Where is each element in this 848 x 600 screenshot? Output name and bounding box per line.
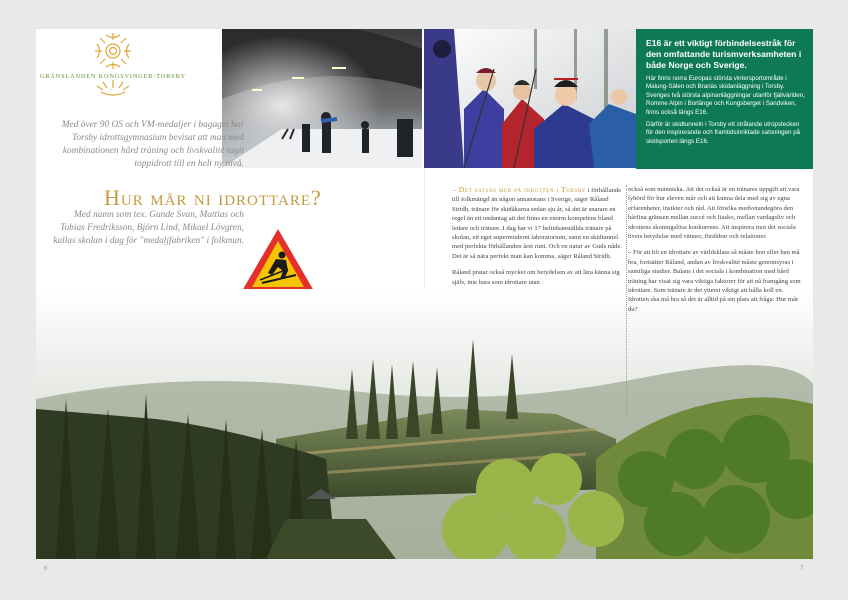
article-paragraph: – För att bli en idrottare av världsklass så måste hon eller han må bra, fortsätter Råland, andan av livskvalité måste genomsyras i samtliga studier. Balans i det sociala i kombination med hård träning har visat sig vara viktiga faktorer för att nå framgång som idrottare. Som tränare är det ytterst viktigt att hålla koll en. Idrotten ska må bra så det är alltid på sin plats att fråga: Hur mår du?	[628, 249, 801, 313]
article-paragraph	[452, 185, 626, 261]
info-box-title: E16 är ett viktigt förbindelsestråk för den omfattande turismverksamheten i både Norge och Sverige.	[646, 38, 802, 70]
sun-logo-lower-icon	[93, 80, 133, 98]
ski-tunnel-photo	[222, 29, 422, 168]
info-box-e16	[636, 29, 813, 169]
logo-name: GRÄNSLÄNDEN KONGSVINGER-TORSBY	[39, 73, 186, 80]
forest-landscape-photo	[36, 289, 813, 559]
brand-logo	[38, 31, 188, 98]
article-headline: Hur mår ni idrottare?	[104, 185, 322, 210]
sun-logo-icon	[93, 31, 133, 71]
page-number-right: 7	[800, 566, 804, 572]
info-box-paragraph: Här finns norra Europas största vintersportområde i Malung-Sälen och Branäs skidanläggning i Torsby. Sveriges två största alpinanläggningar utanför fjällvärlden, Romme Alpin i Borlänge och Kungsberget i Sandviken, finns också längs E16.	[646, 75, 805, 116]
article-column-1	[452, 185, 626, 294]
article-column-2	[628, 185, 802, 321]
info-box-paragraph: Därför är skidtunneln i Torsby ett strålande utropstecken för den inspirerande och framtidsinriktade satsningen på skidsporten längs E16.	[646, 121, 801, 145]
article-paragraph: Råland pratar också mycket om betydelsen av att lära känna sig själv, inte bara som idrottare utan	[452, 269, 620, 286]
article-paragraph-text: i förhållande till folkmängd än någon annanstans i Sverige, säger Råland Stridh, tränare för skidåkarna sedan sju år, så det är snarare en regel än ett undantag att det finns en enorm kompetens bland ledare och tränare. I dag har vi 17 heltidsanställda tränare på skolan, ett eget supermodernt laboratorium, samt en skidtunnel med perfekta förhållanden året runt. Och en natur av Guds nåde. Det är så nära perfekt man kan komma, säger Råland Stridh.	[452, 187, 622, 260]
column-divider	[626, 185, 627, 415]
article-paragraph: också som människa. Att det också är en tränares uppgift att vara lyhörd för hur eleven mår och att kunna dela med sig av egna erfarenheter, insikter och råd. Att försöka medvetandegöra den hårfina gränsen mellan succé och fiasko, mellan vardagsliv och idrottens skoningslösa konkurrens. Att inspirera mot det sociala livets betydelse med vänner, föräldrar och relationer.	[628, 186, 800, 241]
section-heading: – Det satsas mer på idrotten i Torsby	[452, 185, 587, 194]
intro-text-secondary: Med namn som tex. Gunde Svan, Mattias och Tobias Fredriksson, Björn Lind, Mikael Lövgren, kallas skolan i dag för "medaljfabriken" i folkmun.	[53, 210, 244, 246]
intro-text: Med över 90 OS och VM-medaljer i bagaget har Torsby idrottsgymnasium bevisat att man med kombinationen hård träning och livskvalité tagit toppidrott till en helt ny nivå.	[61, 120, 244, 169]
coach-group-photo	[424, 29, 636, 168]
page-number-left: 6	[44, 566, 48, 572]
magazine-spread	[36, 29, 813, 559]
